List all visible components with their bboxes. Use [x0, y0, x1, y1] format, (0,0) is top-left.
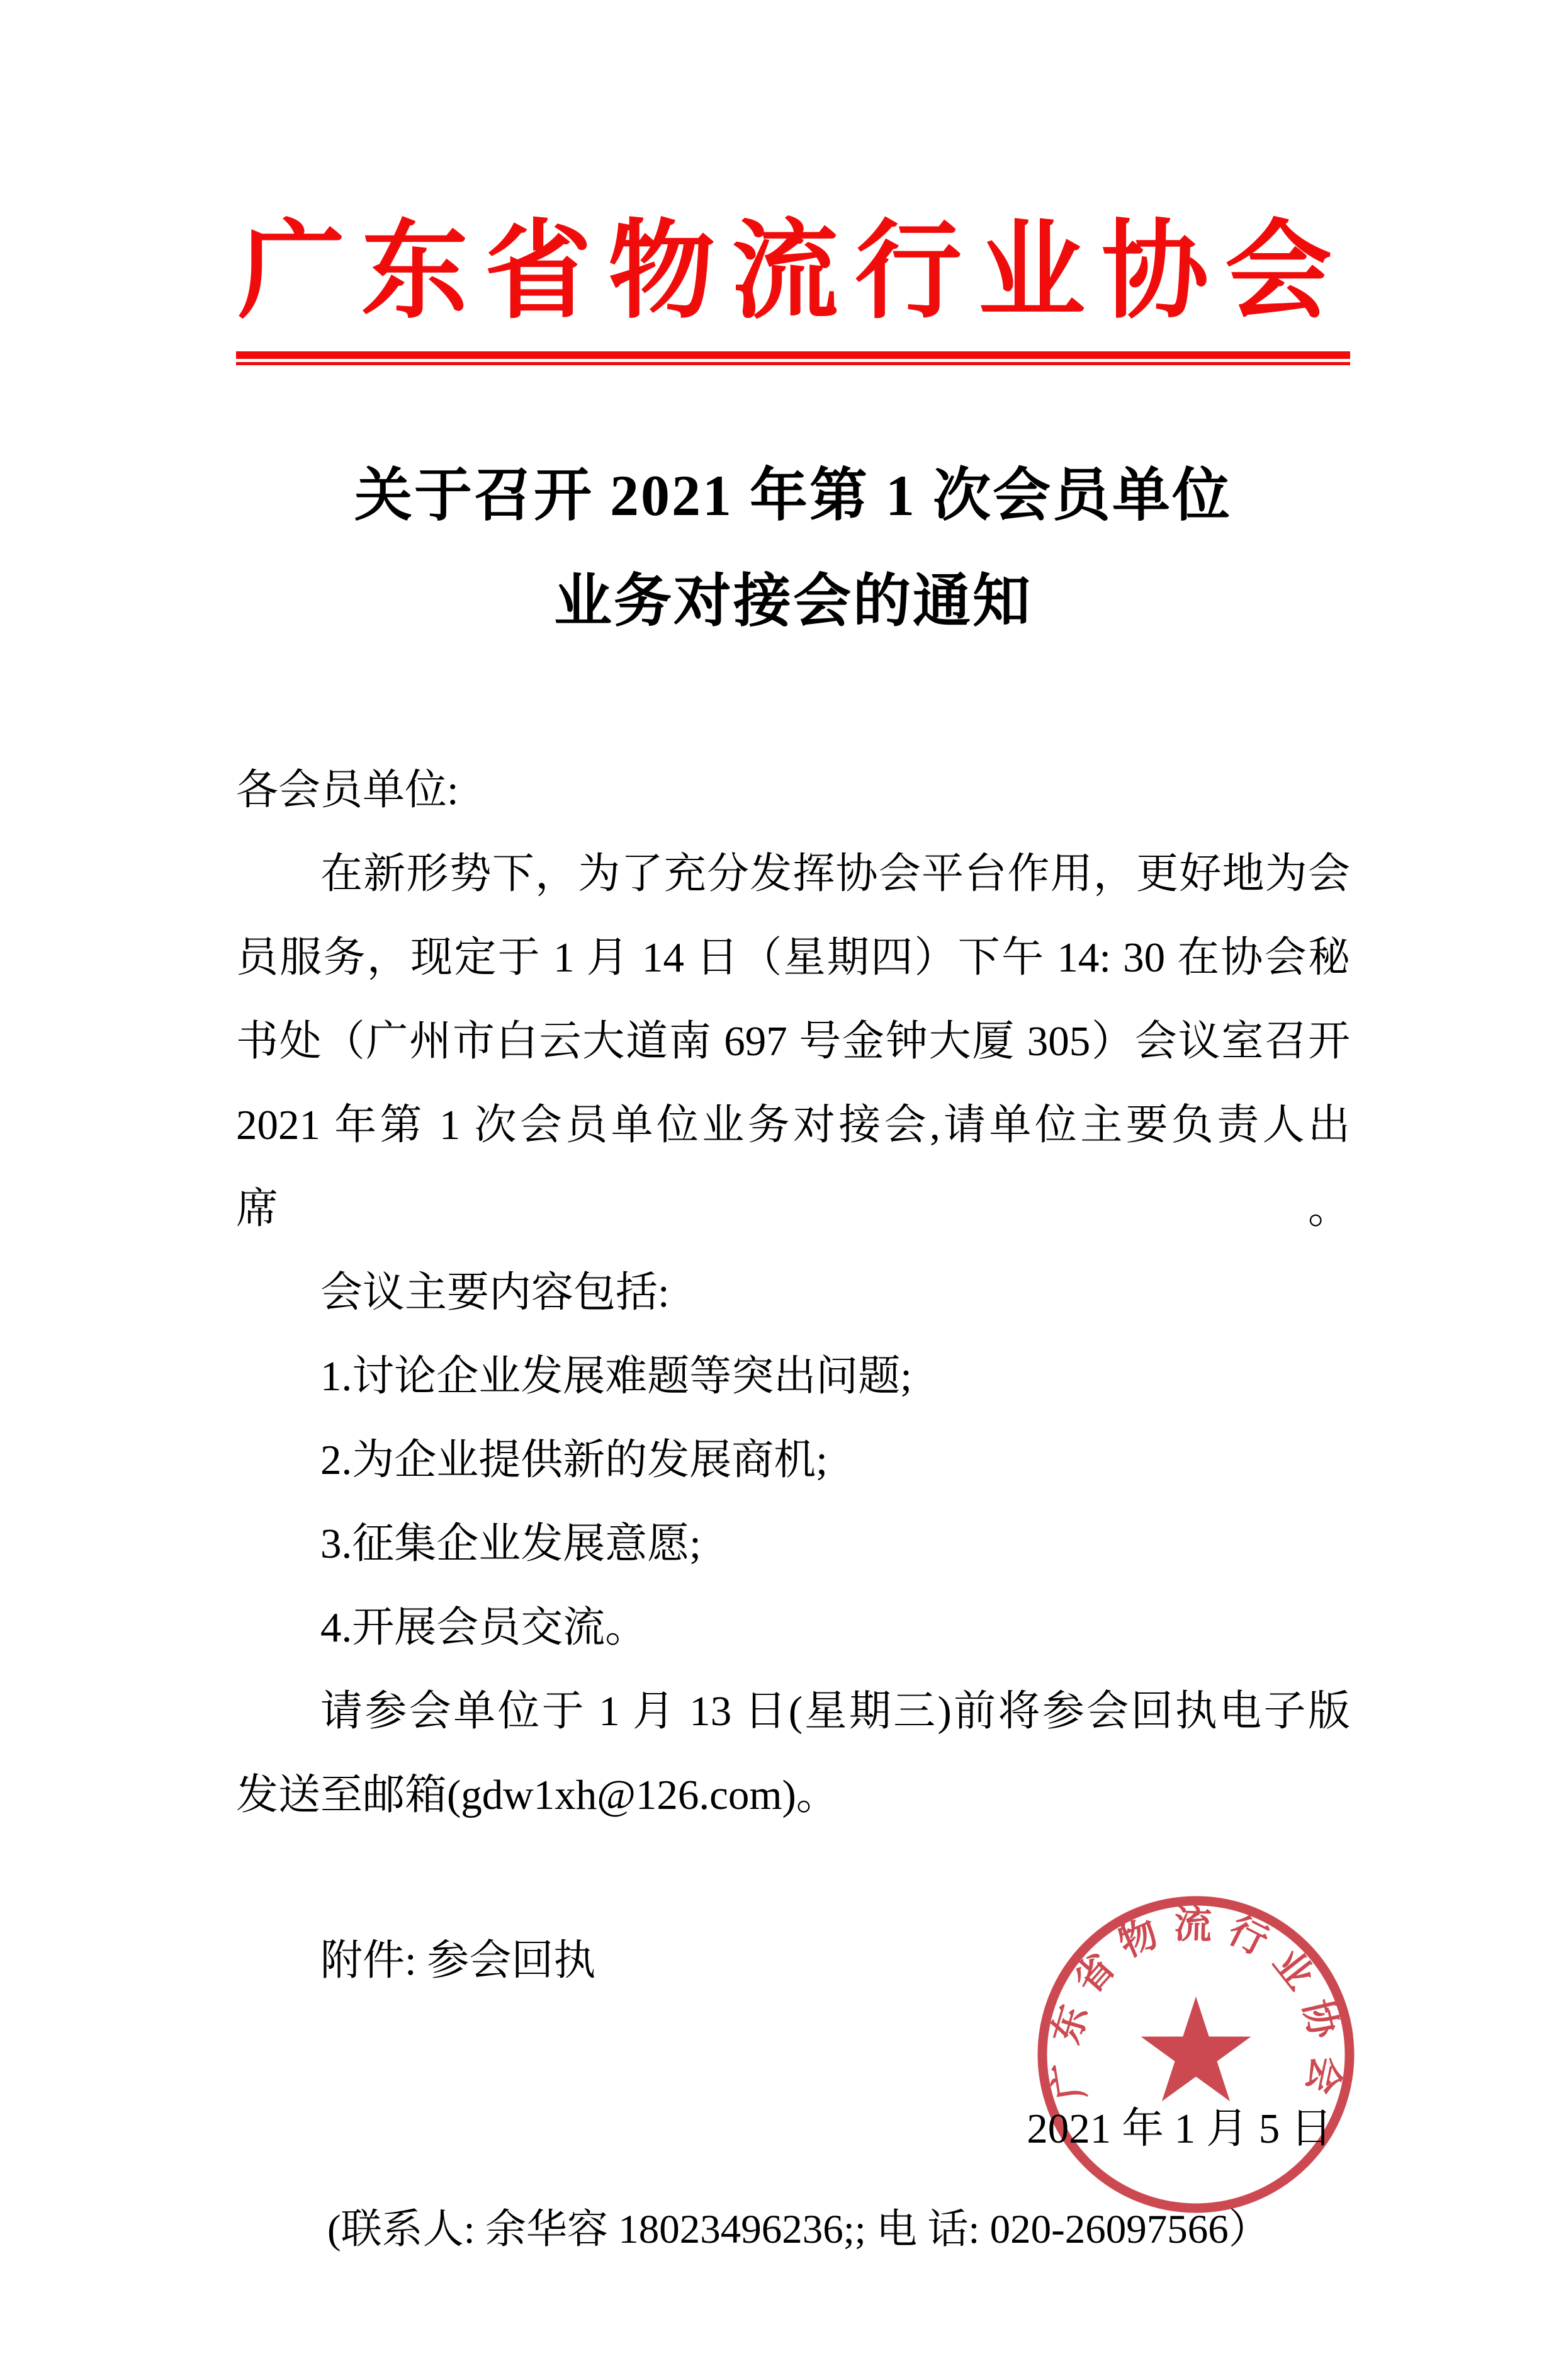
letterhead-org-name: 广东省物流行业协会 [237, 213, 1348, 331]
body-line-10: 请参会单位于 1 月 13 日(星期三)前将参会回执电子版 [320, 1688, 1350, 1735]
agenda-item-2: 2.为企业提供新的发展商机; [320, 1437, 828, 1483]
agenda-item-4: 4.开展会员交流。 [320, 1604, 648, 1651]
body-line-1: 在新形势下，为了充分发挥协会平台作用，更好地为会 [320, 851, 1350, 897]
salutation-line: 各会员单位: [236, 767, 459, 813]
body-line-3: 书处（广州市白云大道南 697 号金钟大厦 305）会议室召开 [236, 1018, 1350, 1065]
letterhead-divider-thin [236, 362, 1350, 365]
document-title [236, 446, 1350, 651]
letterhead-divider-thick [236, 351, 1350, 359]
vertical-spacer [236, 1837, 1350, 1919]
document-content [236, 0, 1350, 2272]
body-line-4: 2021 年第 1 次会员单位业务对接会,请单位主要负责人出席。 [236, 1102, 1350, 1232]
body-line-11: 发送至邮箱(gdw1xh@126.com)。 [236, 1772, 838, 1818]
agenda-item-1: 1.讨论企业发展难题等突出问题; [320, 1353, 912, 1400]
contact-line: (联系人: 余华容 18023496236;; 电 话: 020-26097566） [327, 2207, 1270, 2252]
attachment-line: 附件: 参会回执 [320, 1937, 596, 1984]
letterhead [236, 213, 1350, 365]
date-line: 2021 年 1 月 5 日 [1027, 2105, 1333, 2152]
vertical-spacer [236, 2003, 1350, 2087]
agenda-item-3: 3.征集企业发展意愿; [320, 1521, 701, 1567]
seal-arc-text: 广东省物流行业协会 [1044, 1903, 1348, 2111]
document-body [236, 749, 1350, 2272]
body-line-5: 会议主要内容包括: [320, 1269, 670, 1316]
document-title-line-1: 关于召开 2021 年第 1 次会员单位 [354, 463, 1232, 528]
document-title-line-2: 业务对接会的通知 [553, 569, 1032, 633]
body-line-2: 员服务，现定于 1 月 14 日（星期四）下午 14: 30 在协会秘 [236, 934, 1350, 981]
